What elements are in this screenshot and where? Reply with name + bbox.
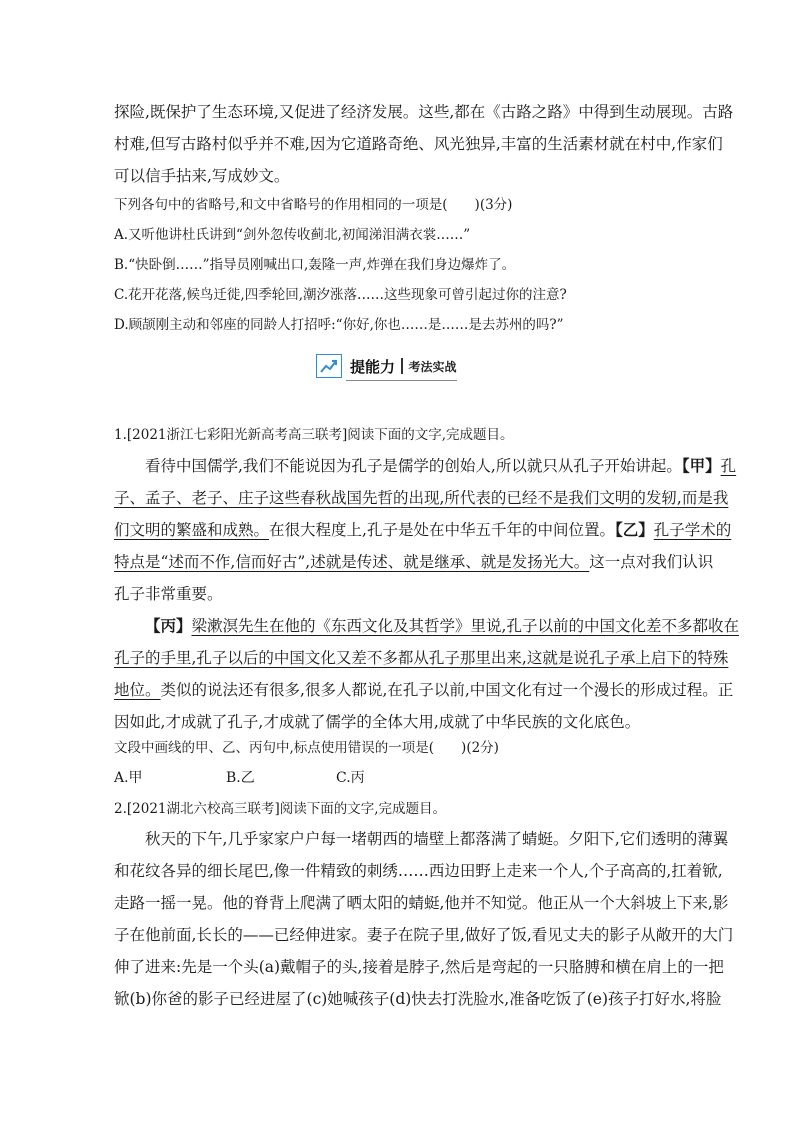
label-bing: 【丙】 — [145, 616, 192, 635]
text-line — [114, 546, 714, 578]
label-yi: 【乙】 — [614, 520, 654, 539]
underlined-line: 子、孟子、老子、庄子这些春秋战国先哲的出现,所代表的已经不是我们文明的发轫,而是我 — [114, 489, 729, 507]
q2-heading: 2.[2021湖北六校高三联考]阅读下面的文字,完成题目。 — [114, 801, 447, 817]
underlined-segment: 们文明的繁盛和成熟。 — [114, 521, 270, 539]
text-line: 锨(b)你爸的影子已经进屋了(c)她喊孩子(d)快去打洗脸水,准备吃饭了(e)孩子打好水,将脸 — [114, 990, 722, 1008]
q2-paragraph — [114, 823, 734, 1015]
text-line: 孔子非常重要。 — [114, 585, 223, 603]
choice-b: B.乙 — [226, 770, 255, 786]
text-line: 村难,但写古路村似乎并不难,因为它道路奇绝、风光独异,丰富的生活素材就在村中,作家们 — [114, 135, 723, 153]
text-line: 子在他前面,长长的——已经伸进家。妻子在院子里,做好了饭,看见丈夫的影子从敞开的大门 — [114, 926, 734, 944]
text-line: 探险,既保护了生态环境,又促进了经济发展。这些,都在《古路之路》中得到生动展现。古路 — [114, 103, 734, 121]
question-stem: 下列各句中的省略号,和文中省略号的作用相同的一项是( )(3分) — [114, 197, 513, 213]
text-segment: 在很大程度上,孔子是处在中华五千年的中间位置。 — [269, 521, 615, 539]
banner-subtitle: 考法实战 — [408, 359, 457, 374]
question-ellipsis — [114, 190, 684, 340]
q1-paragraph-2 — [114, 610, 739, 738]
q1-question: 文段中画线的甲、乙、丙句中,标点使用错误的一项是( )(2分) — [114, 740, 499, 756]
choice-a: A.甲 — [114, 770, 143, 786]
continued-paragraph — [114, 96, 734, 192]
option-c: C.花开花落,候鸟迁徙,四季轮回,潮汐涨落……这些现象可曾引起过你的注意? — [114, 287, 567, 303]
text-line: 因如此,才成就了孔子,才成就了儒学的全体大用,成就了中华民族的文化底色。 — [114, 713, 641, 731]
text-line: 伸了进来:先是一个头(a)戴帽子的头,接着是脖子,然后是弯起的一只胳膊和横在肩上的一把 — [114, 958, 724, 976]
chart-trend-icon — [316, 354, 342, 378]
text-line: 可以信手拈来,写成妙文。 — [114, 167, 290, 185]
text-line: 秋天的下午,几乎家家户户每一堵朝西的墙壁上都落满了蜻蜓。夕阳下,它们透明的薄翼 — [145, 830, 729, 848]
q1-choices — [114, 763, 684, 793]
text-line — [114, 514, 732, 546]
underlined-line: 孔子的手里,孔子以后的中国文化又差不多都从孔子那里出来,这就是说孔子承上启下的特殊 — [114, 649, 729, 667]
underlined-segment: 孔子学术的 — [653, 521, 732, 539]
text-line: 和花纹各异的细长尾巴,像一件精致的刺绣……西边田野上走来一个人,个子高高的,扛着锨, — [114, 862, 723, 880]
underlined-segment: 梁漱溟先生在他的《东西文化及其哲学》里说,孔子以前的中国文化差不多都收在 — [191, 617, 739, 635]
option-d: D.顾颉刚主动和邻座的同龄人打招呼:“你好,你也……是……是去苏州的吗?” — [114, 317, 564, 333]
text-line — [114, 674, 734, 706]
banner-divider — [401, 358, 403, 374]
text-segment: 这一点对我们认识 — [589, 553, 714, 571]
underlined-segment: 地位。 — [114, 681, 161, 699]
banner-title: 提能力 — [350, 357, 396, 376]
q1-heading: 1.[2021浙江七彩阳光新高考高三联考]阅读下面的文字,完成题目。 — [114, 427, 514, 443]
banner-underline — [346, 380, 457, 381]
text-line — [114, 450, 737, 482]
label-jia: 【甲】 — [681, 456, 721, 475]
choice-c: C.丙 — [336, 770, 365, 786]
text-segment: 类似的说法还有很多,很多人都说,在孔子以前,中国文化有过一个漫长的形成过程。正 — [160, 681, 734, 699]
option-b: B.“快卧倒……”指导员刚喊出口,轰隆一声,炸弹在我们身边爆炸了。 — [114, 257, 516, 273]
text-segment: 看待中国儒学,我们不能说因为孔子是儒学的创始人,所以就只从孔子开始讲起。 — [145, 457, 682, 475]
underlined-segment: 孔 — [720, 457, 737, 475]
section-banner — [316, 353, 457, 379]
underlined-segment: 特点是“述而不作,信而好古”,述就是传述、就是继承、就是发扬光大。 — [114, 553, 590, 571]
q1-paragraph-1 — [114, 450, 737, 610]
text-line — [114, 610, 739, 642]
option-a: A.又听他讲杜氏讲到“剑外忽传收蓟北,初闻涕泪满衣裳……” — [114, 227, 471, 243]
text-line: 走路一摇一晃。他的脊背上爬满了晒太阳的蜻蜓,他并不知觉。他正从一个大斜坡上下来,影 — [114, 894, 729, 912]
